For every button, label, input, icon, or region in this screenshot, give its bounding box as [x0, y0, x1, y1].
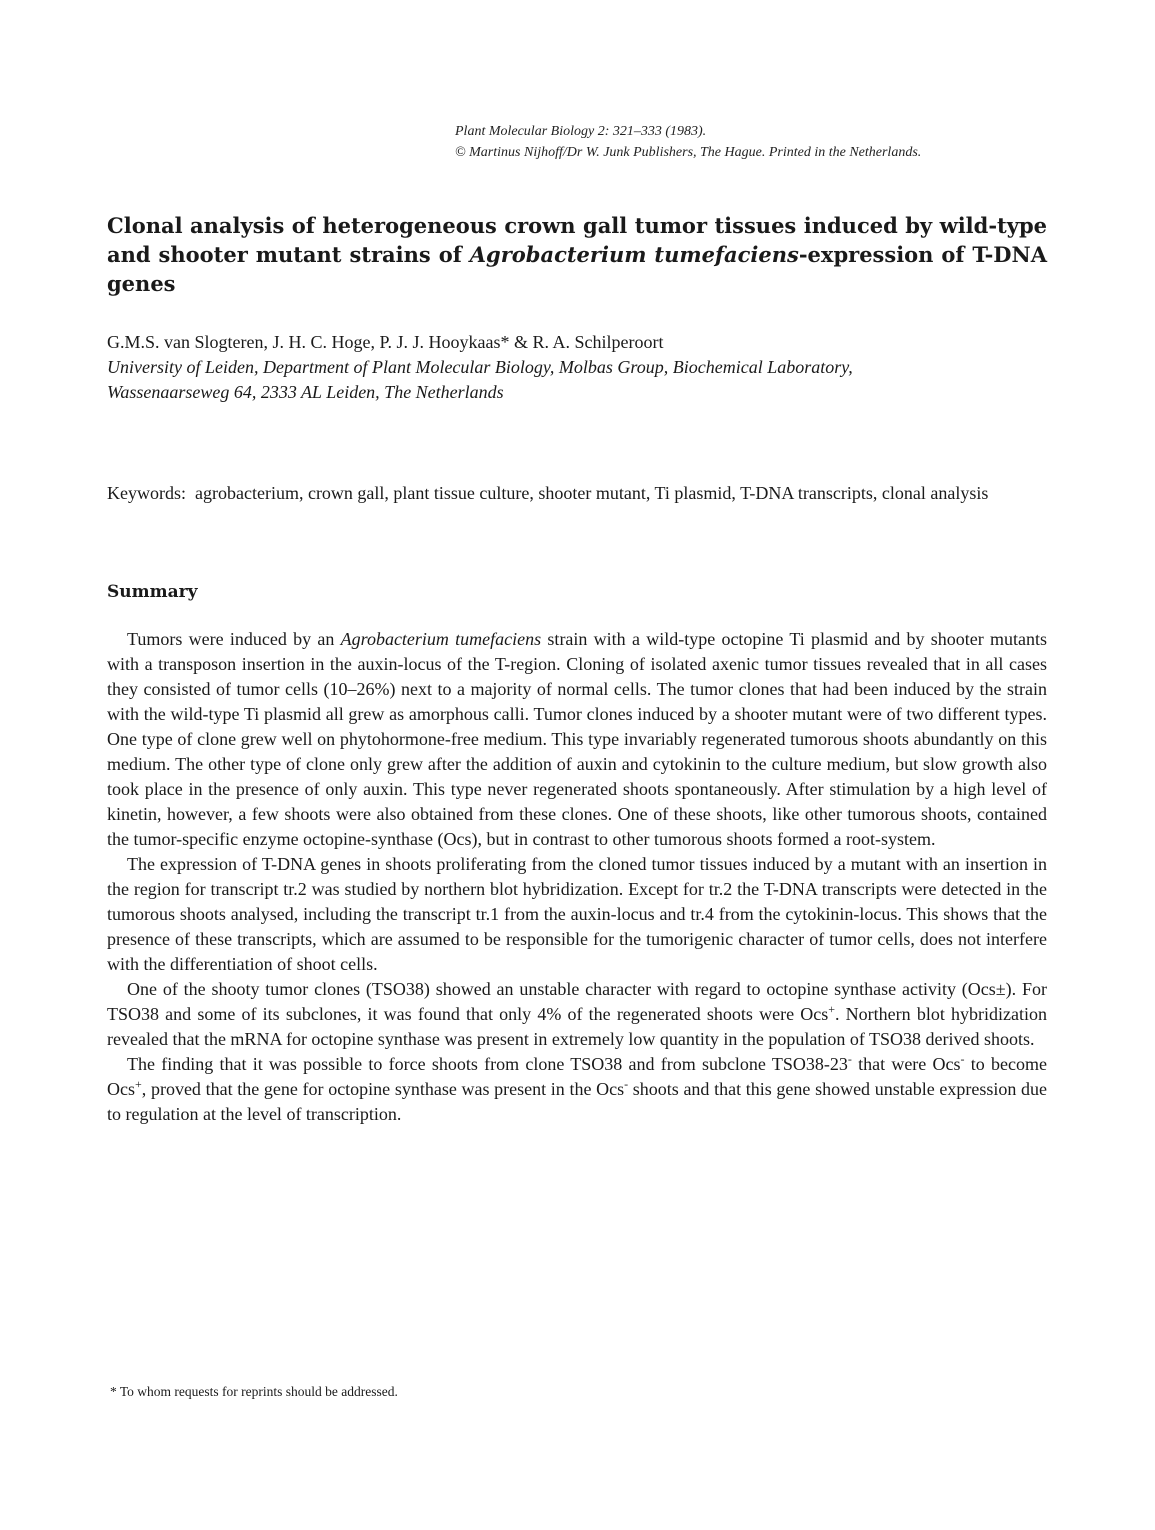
title-species: Agrobacterium tumefaciens	[469, 242, 799, 267]
title-part1: Clonal analysis of heterogeneous crown gall tumor tissues induced by wild-type and shooter mutant strains of	[107, 213, 1047, 267]
p4-sup-3: +	[135, 1077, 142, 1091]
p4-text-c: to become Ocs	[107, 1054, 1047, 1099]
p4-text-d: , proved that the gene for octopine synthase was present in the Ocs	[141, 1079, 625, 1099]
author-list: G.M.S. van Slogteren, J. H. C. Hoge, P. J. J. Hooykaas* & R. A. Schilperoort	[107, 332, 664, 352]
keywords-label: Keywords:	[107, 483, 186, 503]
p3-sup: +	[828, 1002, 836, 1016]
p3-text-a: One of the shooty tumor clones (TSO38) showed an unstable character with regard to octopine synthase activity (Ocs±). For TSO38 and some of its subclones, it was found that only 4% of the regenerated shoots were Ocs	[107, 979, 1047, 1024]
keywords	[107, 481, 1052, 506]
p4-sup-1: -	[847, 1052, 852, 1066]
journal-citation: Plant Molecular Biology 2: 321–333 (1983).	[455, 124, 707, 139]
p4-sup-2: -	[960, 1052, 965, 1066]
summary-paragraph-3	[107, 977, 1047, 1052]
title-part2: -expression of T-DNA genes	[107, 242, 1047, 296]
author-block	[107, 330, 1052, 405]
p1-species: Agrobacterium tumefaciens	[340, 629, 542, 649]
footnote: * To whom requests for reprints should be addressed.	[110, 1384, 398, 1399]
affiliation-line-2: Wassenaarseweg 64, 2333 AL Leiden, The Netherlands	[107, 382, 504, 402]
article-title	[107, 211, 1047, 298]
p1-text-b: strain with a wild-type octopine Ti plasmid and by shooter mutants with a transposon insertion in the auxin-locus of the T-region. Cloning of isolated axenic tumor tissues revealed that in all cases they consisted of tumor cells (10–26%) next to a majority of normal cells. The tumor clones that had been induced by the strain with the wild-type Ti plasmid all grew as amorphous calli. Tumor clones induced by a shooter mutant were of two different types. One type of clone grew well on phytohormone-free medium. This type invariably regenerated tumorous shoots abundantly on this medium. The other type of clone only grew after the addition of auxin and cytokinin to the culture medium, but slow growth also took place in the presence of only auxin. This type never regenerated shoots spontaneously. After stimulation by a high level of kinetin, however, a few shoots were also obtained from these clones. One of these shoots, like other tumorous shoots, contained the tumor-specific enzyme octopine-synthase (Ocs), but in contrast to other tumorous shoots formed a root-system.	[107, 629, 1047, 849]
p4-sup-4: -	[624, 1077, 629, 1091]
summary-paragraph-1	[107, 627, 1047, 852]
p4-text-e: shoots and that this gene showed unstable expression due to regulation at the level of transcription.	[107, 1079, 1048, 1124]
journal-header	[455, 121, 921, 163]
summary-paragraph-4	[107, 1052, 1047, 1127]
summary-paragraph-2: The expression of T-DNA genes in shoots proliferating from the cloned tumor tissues induced by a mutant with an insertion in the region for transcript tr.2 was studied by northern blot hybridization. Except for tr.2 the T-DNA transcripts were detected in the tumorous shoots analysed, including the transcript tr.1 from the auxin-locus and tr.4 from the cytokinin-locus. This shows that the presence of these transcripts, which are assumed to be responsible for the tumorigenic character of tumor cells, does not interfere with the differentiation of shoot cells.	[107, 854, 1047, 974]
p1-text-a: Tumors were induced by an	[127, 629, 341, 649]
keywords-list: agrobacterium, crown gall, plant tissue culture, shooter mutant, Ti plasmid, T-DNA transcripts, clonal analysis	[195, 483, 989, 503]
p4-text-a: The finding that it was possible to force shoots from clone TSO38 and from subclone TSO38-23	[127, 1054, 848, 1074]
affiliation-line-1: University of Leiden, Department of Plant Molecular Biology, Molbas Group, Biochemical Laboratory,	[107, 357, 853, 377]
p4-text-b: that were Ocs	[851, 1054, 961, 1074]
publisher-line: © Martinus Nijhoff/Dr W. Junk Publishers, The Hague. Printed in the Netherlands.	[455, 145, 922, 160]
summary-heading: Summary	[107, 582, 198, 602]
p3-text-b: . Northern blot hybridization revealed that the mRNA for octopine synthase was present in extremely low quantity in the population of TSO38 derived shoots.	[107, 1004, 1047, 1049]
summary-body	[107, 627, 1047, 1127]
